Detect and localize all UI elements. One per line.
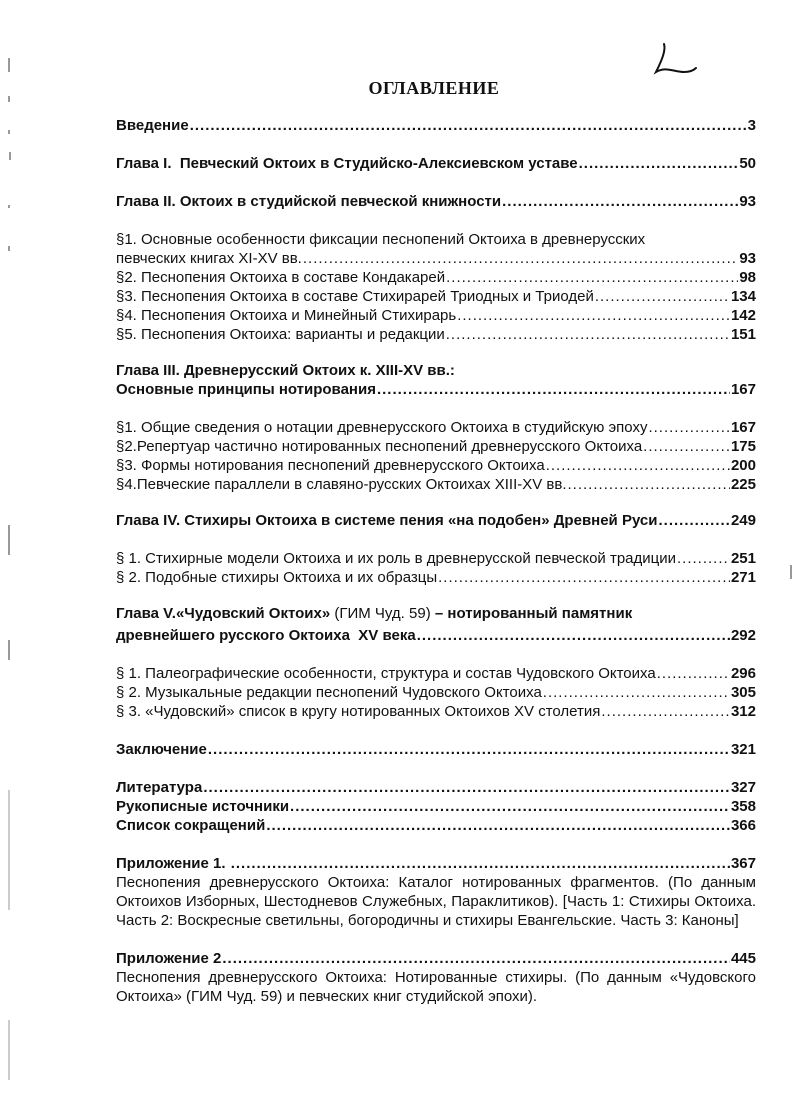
entry-label: §1. Общие сведения о нотации древнерусского Октоиха в студийскую эпоху	[116, 419, 648, 436]
entry-label: певческих книгах XI-XV вв.	[116, 250, 302, 267]
leader-dots	[546, 456, 730, 475]
leader-dots	[502, 192, 738, 211]
scan-artifact	[8, 1020, 10, 1080]
entry-page: 200	[730, 457, 756, 474]
entry-page: 50	[739, 155, 756, 172]
toc-entry-chapter-3[interactable]	[116, 361, 756, 399]
entry-page: 225	[730, 476, 756, 493]
entry-label-line1: §1. Основные особенности фиксации песнопений Октоиха в древнерусских	[116, 231, 646, 248]
toc-entry-ch2-sec3[interactable]	[116, 287, 756, 306]
scan-artifact	[790, 565, 792, 579]
entry-label: Список сокращений	[116, 817, 266, 834]
entry-label: Глава II. Октоих в студийской певческой книжности	[116, 193, 502, 210]
appendix-description: Песнопения древнерусского Октоиха: Нотированные стихиры. (По данным «Чудовского Октоиха» (ГИМ Чуд. 59) и певческих книг студийской эпохи).	[116, 969, 756, 1005]
entry-page: 358	[730, 798, 756, 815]
entry-label: §5. Песнопения Октоиха: варианты и редакции	[116, 326, 445, 343]
entry-page: 93	[739, 193, 756, 210]
handwritten-page-number	[652, 42, 700, 78]
entry-page: 305	[730, 684, 756, 701]
entry-label: § 2. Музыкальные редакции песнопений Чудовского Октоиха	[116, 684, 542, 701]
entry-label: §3. Формы нотирования песнопений древнерусского Октоиха	[116, 457, 545, 474]
toc-entry-literature[interactable]	[116, 778, 756, 797]
leader-dots	[417, 626, 730, 645]
toc-entry-ch3-sec1[interactable]	[116, 418, 756, 437]
leader-dots	[659, 511, 730, 530]
entry-page: 367	[730, 855, 756, 872]
page-title: ОГЛАВЛЕНИЕ	[368, 78, 500, 98]
entry-label: § 3. «Чудовский» список в кругу нотированных Октоихов XV столетия	[116, 703, 601, 720]
leader-dots	[222, 949, 730, 968]
leader-dots	[677, 549, 730, 568]
leader-dots	[643, 437, 730, 456]
leader-dots	[457, 306, 730, 325]
toc-entry-ch2-sec2[interactable]	[116, 268, 756, 287]
entry-label: Глава I. Певческий Октоих в Студийско-Алексиевском уставе	[116, 155, 578, 172]
leader-dots	[446, 325, 730, 344]
entry-label: §4. Песнопения Октоиха и Минейный Стихирарь	[116, 307, 457, 324]
leader-dots	[579, 154, 739, 173]
entry-page: 167	[730, 381, 756, 398]
entry-page: 271	[730, 569, 756, 586]
toc-entry-chapter-4[interactable]	[116, 511, 756, 530]
entry-page: 366	[730, 817, 756, 834]
scan-artifact	[8, 205, 10, 208]
toc-entry-conclusion[interactable]	[116, 740, 756, 759]
leader-dots	[595, 287, 730, 306]
toc-entry-introduction[interactable]	[116, 116, 756, 135]
entry-page: 167	[730, 419, 756, 436]
entry-page: 134	[730, 288, 756, 305]
entry-page: 327	[730, 779, 756, 796]
toc-entry-ch3-sec3[interactable]	[116, 456, 756, 475]
leader-dots	[446, 268, 738, 287]
entry-page: 292	[730, 627, 756, 644]
entry-page: 98	[739, 269, 756, 286]
entry-label: Приложение 2	[116, 950, 222, 967]
toc-entry-ch3-sec2[interactable]	[116, 437, 756, 456]
leader-dots	[601, 702, 730, 721]
leader-dots	[543, 683, 730, 702]
entry-label: Глава IV. Стихиры Октоиха в системе пения «на подобен» Древней Руси	[116, 512, 658, 529]
leader-dots	[377, 380, 730, 399]
entry-label: § 1. Палеографические особенности, структура и состав Чудовского Октоиха	[116, 665, 656, 682]
entry-page: 3	[747, 117, 756, 134]
toc-entry-abbreviations[interactable]	[116, 816, 756, 835]
leader-dots	[290, 797, 730, 816]
scan-artifact	[8, 640, 10, 660]
entry-page: 249	[730, 512, 756, 529]
toc-entry-ch2-sec4[interactable]	[116, 306, 756, 325]
toc-entry-ch3-sec4[interactable]	[116, 475, 756, 494]
entry-label: § 2. Подобные стихиры Октоиха и их образцы	[116, 569, 438, 586]
leader-dots	[190, 116, 747, 135]
leader-dots	[266, 816, 730, 835]
entry-label: §2. Песнопения Октоиха в составе Кондакарей	[116, 269, 446, 286]
toc-entry-ch5-sec1[interactable]	[116, 664, 756, 683]
toc-entry-ch4-sec1[interactable]	[116, 549, 756, 568]
toc-entry-appendix-1[interactable]	[116, 854, 756, 930]
scan-artifact	[8, 130, 10, 134]
entry-label: Литература	[116, 779, 203, 796]
entry-page: 142	[730, 307, 756, 324]
entry-page: 321	[730, 741, 756, 758]
scan-artifact	[8, 246, 10, 251]
entry-label: Приложение 1.	[116, 855, 230, 872]
leader-dots	[438, 568, 730, 587]
entry-page: 445	[730, 950, 756, 967]
leader-dots	[648, 418, 730, 437]
toc-entry-chapter-5[interactable]	[116, 604, 756, 645]
entry-page: 151	[730, 326, 756, 343]
toc-entry-ch5-sec2[interactable]	[116, 683, 756, 702]
leader-dots	[657, 664, 730, 683]
toc-entry-appendix-2[interactable]	[116, 949, 756, 1006]
leader-dots	[568, 475, 730, 494]
entry-label: §3. Песнопения Октоиха в составе Стихирарей Триодных и Триодей	[116, 288, 594, 305]
entry-label: древнейшего русского Октоиха XV века	[116, 627, 416, 644]
leader-dots	[231, 854, 730, 873]
entry-label: § 1. Стихирные модели Октоиха и их роль в древнерусской певческой традиции	[116, 550, 676, 567]
leader-dots	[303, 249, 738, 268]
leader-dots	[203, 778, 730, 797]
scan-artifact	[9, 152, 11, 160]
entry-page: 296	[730, 665, 756, 682]
toc-entry-manuscripts[interactable]	[116, 797, 756, 816]
entry-label-line1: Глава V.«Чудовский Октоих» (ГИМ Чуд. 59) – нотированный памятник	[116, 605, 633, 622]
entry-label: Введение	[116, 117, 189, 134]
scan-artifact	[8, 790, 10, 910]
scan-artifact	[8, 525, 10, 555]
entry-page: 312	[730, 703, 756, 720]
scan-artifact	[8, 58, 10, 72]
toc-entry-ch4-sec2[interactable]	[116, 568, 756, 587]
appendix-description: Песнопения древнерусского Октоиха: Каталог нотированных фрагментов. (По данным Октоихов Изборных, Шестодневов Служебных, Параклитиков). [Часть 1: Стихиры Октоиха. Часть 2: Воскресные светильны, богородичны и стихиры Евангельские. Часть 3: Каноны]	[116, 874, 756, 929]
toc-entry-chapter-1[interactable]	[116, 154, 756, 173]
entry-page: 251	[730, 550, 756, 567]
toc-entry-chapter-2[interactable]	[116, 192, 756, 211]
toc-entry-ch2-sec5[interactable]	[116, 325, 756, 344]
toc-entry-ch5-sec3[interactable]	[116, 702, 756, 721]
entry-label: §4.Певческие параллели в славяно-русских Октоихах XIII-XV вв.	[116, 476, 567, 493]
leader-dots	[208, 740, 730, 759]
entry-label: Основные принципы нотирования	[116, 381, 376, 398]
entry-page: 93	[739, 250, 756, 267]
table-of-contents	[116, 116, 756, 1006]
entry-label: §2.Репертуар частично нотированных песнопений древнерусского Октоиха	[116, 438, 643, 455]
entry-label: Заключение	[116, 741, 207, 758]
entry-label-line1: Глава III. Древнерусский Октоих к. XIII-XV вв.:	[116, 362, 455, 379]
entry-label: Рукописные источники	[116, 798, 290, 815]
toc-entry-ch2-sec1[interactable]	[116, 230, 756, 268]
entry-page: 175	[730, 438, 756, 455]
